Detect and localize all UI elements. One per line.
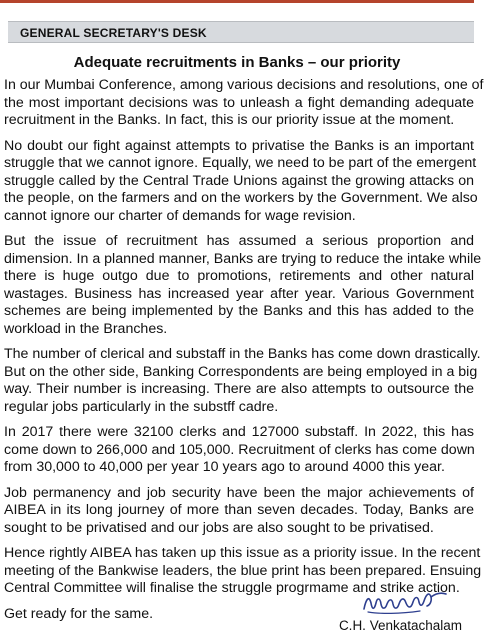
- signatory-name: C.H. Venkatachalam: [338, 618, 462, 633]
- paragraph-line: schemes are being implemented by the Banks and this has added to the: [4, 303, 474, 319]
- paragraph-line: regular jobs particularly in the substff cadre.: [4, 398, 279, 415]
- paragraph-line: In our Mumbai Conference, among various decisions and resolutions, one of: [4, 77, 484, 93]
- paragraph-line: In 2017 there were 32100 clerks and 127000 substaff. In 2022, this has: [4, 424, 474, 440]
- paragraph-line: AIBEA in its long journey of more than seven decades. Today, Banks are: [4, 502, 474, 518]
- paragraph-line: struggle that we cannot ignore. Equally, we need to be part of the emergent: [4, 155, 477, 171]
- section-banner: [8, 21, 474, 43]
- article-paragraph: [4, 137, 478, 226]
- article-title: Adequate recruitments in Banks – our priority: [73, 54, 401, 71]
- paragraph-line: No doubt our fight against attempts to privatise the Banks is an important: [4, 137, 474, 154]
- paragraph-line: workload in the Branches.: [4, 320, 168, 337]
- paragraph-line: Job permanency and job security have been the major achievements of: [4, 484, 474, 501]
- paragraph-line: come down to 266,000 and 105,000. Recruitment of clerks has come down: [4, 441, 475, 458]
- paragraph-line: But the issue of recruitment has assumed a serious proportion and: [4, 233, 474, 249]
- paragraph-line: recruitment in the Banks. In fact, this is our priority issue at the moment.: [4, 112, 455, 128]
- article-body: [4, 77, 484, 622]
- article-paragraph: [4, 485, 474, 538]
- paragraph-line: sought to be privatised and our jobs are also sought to be privatised.: [4, 519, 434, 536]
- paragraph-line: from 30,000 to 40,000 per year 10 years ago to around 4000 this year.: [4, 459, 445, 475]
- article-paragraph: [4, 346, 481, 416]
- paragraph-line: the people, on the farmers and on the workers by the Government. We also: [4, 190, 478, 206]
- article-paragraph: [4, 233, 482, 338]
- paragraph-line: But on the other side, Banking Correspondents are being employed in a big: [4, 363, 478, 380]
- paragraph-line: meeting of the Bankwise leaders, the blue print has been prepared. Ensuing: [4, 562, 482, 579]
- top-rule: [0, 0, 474, 3]
- paragraph-line: struggle called by the Central Trade Unions against the growing attacks on: [4, 172, 474, 189]
- paragraph-line: Hence rightly AIBEA has taken up this issue as a priority issue. In the recent: [4, 545, 481, 561]
- article-paragraph: [4, 77, 484, 130]
- paragraph-line: way. Their number is increasing. There are also attempts to outsource the: [4, 381, 474, 397]
- paragraph-line: dimension. In a planned manner, Banks are trying to reduce the intake while: [4, 250, 482, 267]
- paragraph-line: there is huge outgo due to promotions, retirements and other natural: [4, 268, 474, 284]
- paragraph-line: The number of clerical and substaff in the Banks has come down drastically.: [4, 346, 481, 362]
- paragraph-line: Get ready for the same.: [4, 605, 154, 622]
- paragraph-line: wastages. Business has increased year after year. Various Government: [4, 285, 474, 302]
- section-label: GENERAL SECRETARY'S DESK: [20, 26, 207, 40]
- article-paragraph: [4, 424, 474, 477]
- paragraph-line: Central Committee will finalise the struggle progrmame and strike action.: [4, 580, 460, 596]
- signature-icon: [360, 585, 450, 617]
- paragraph-line: the most important decisions was to unleash a fight demanding adequate: [4, 94, 474, 111]
- paragraph-line: cannot ignore our charter of demands for wage revision.: [4, 207, 356, 224]
